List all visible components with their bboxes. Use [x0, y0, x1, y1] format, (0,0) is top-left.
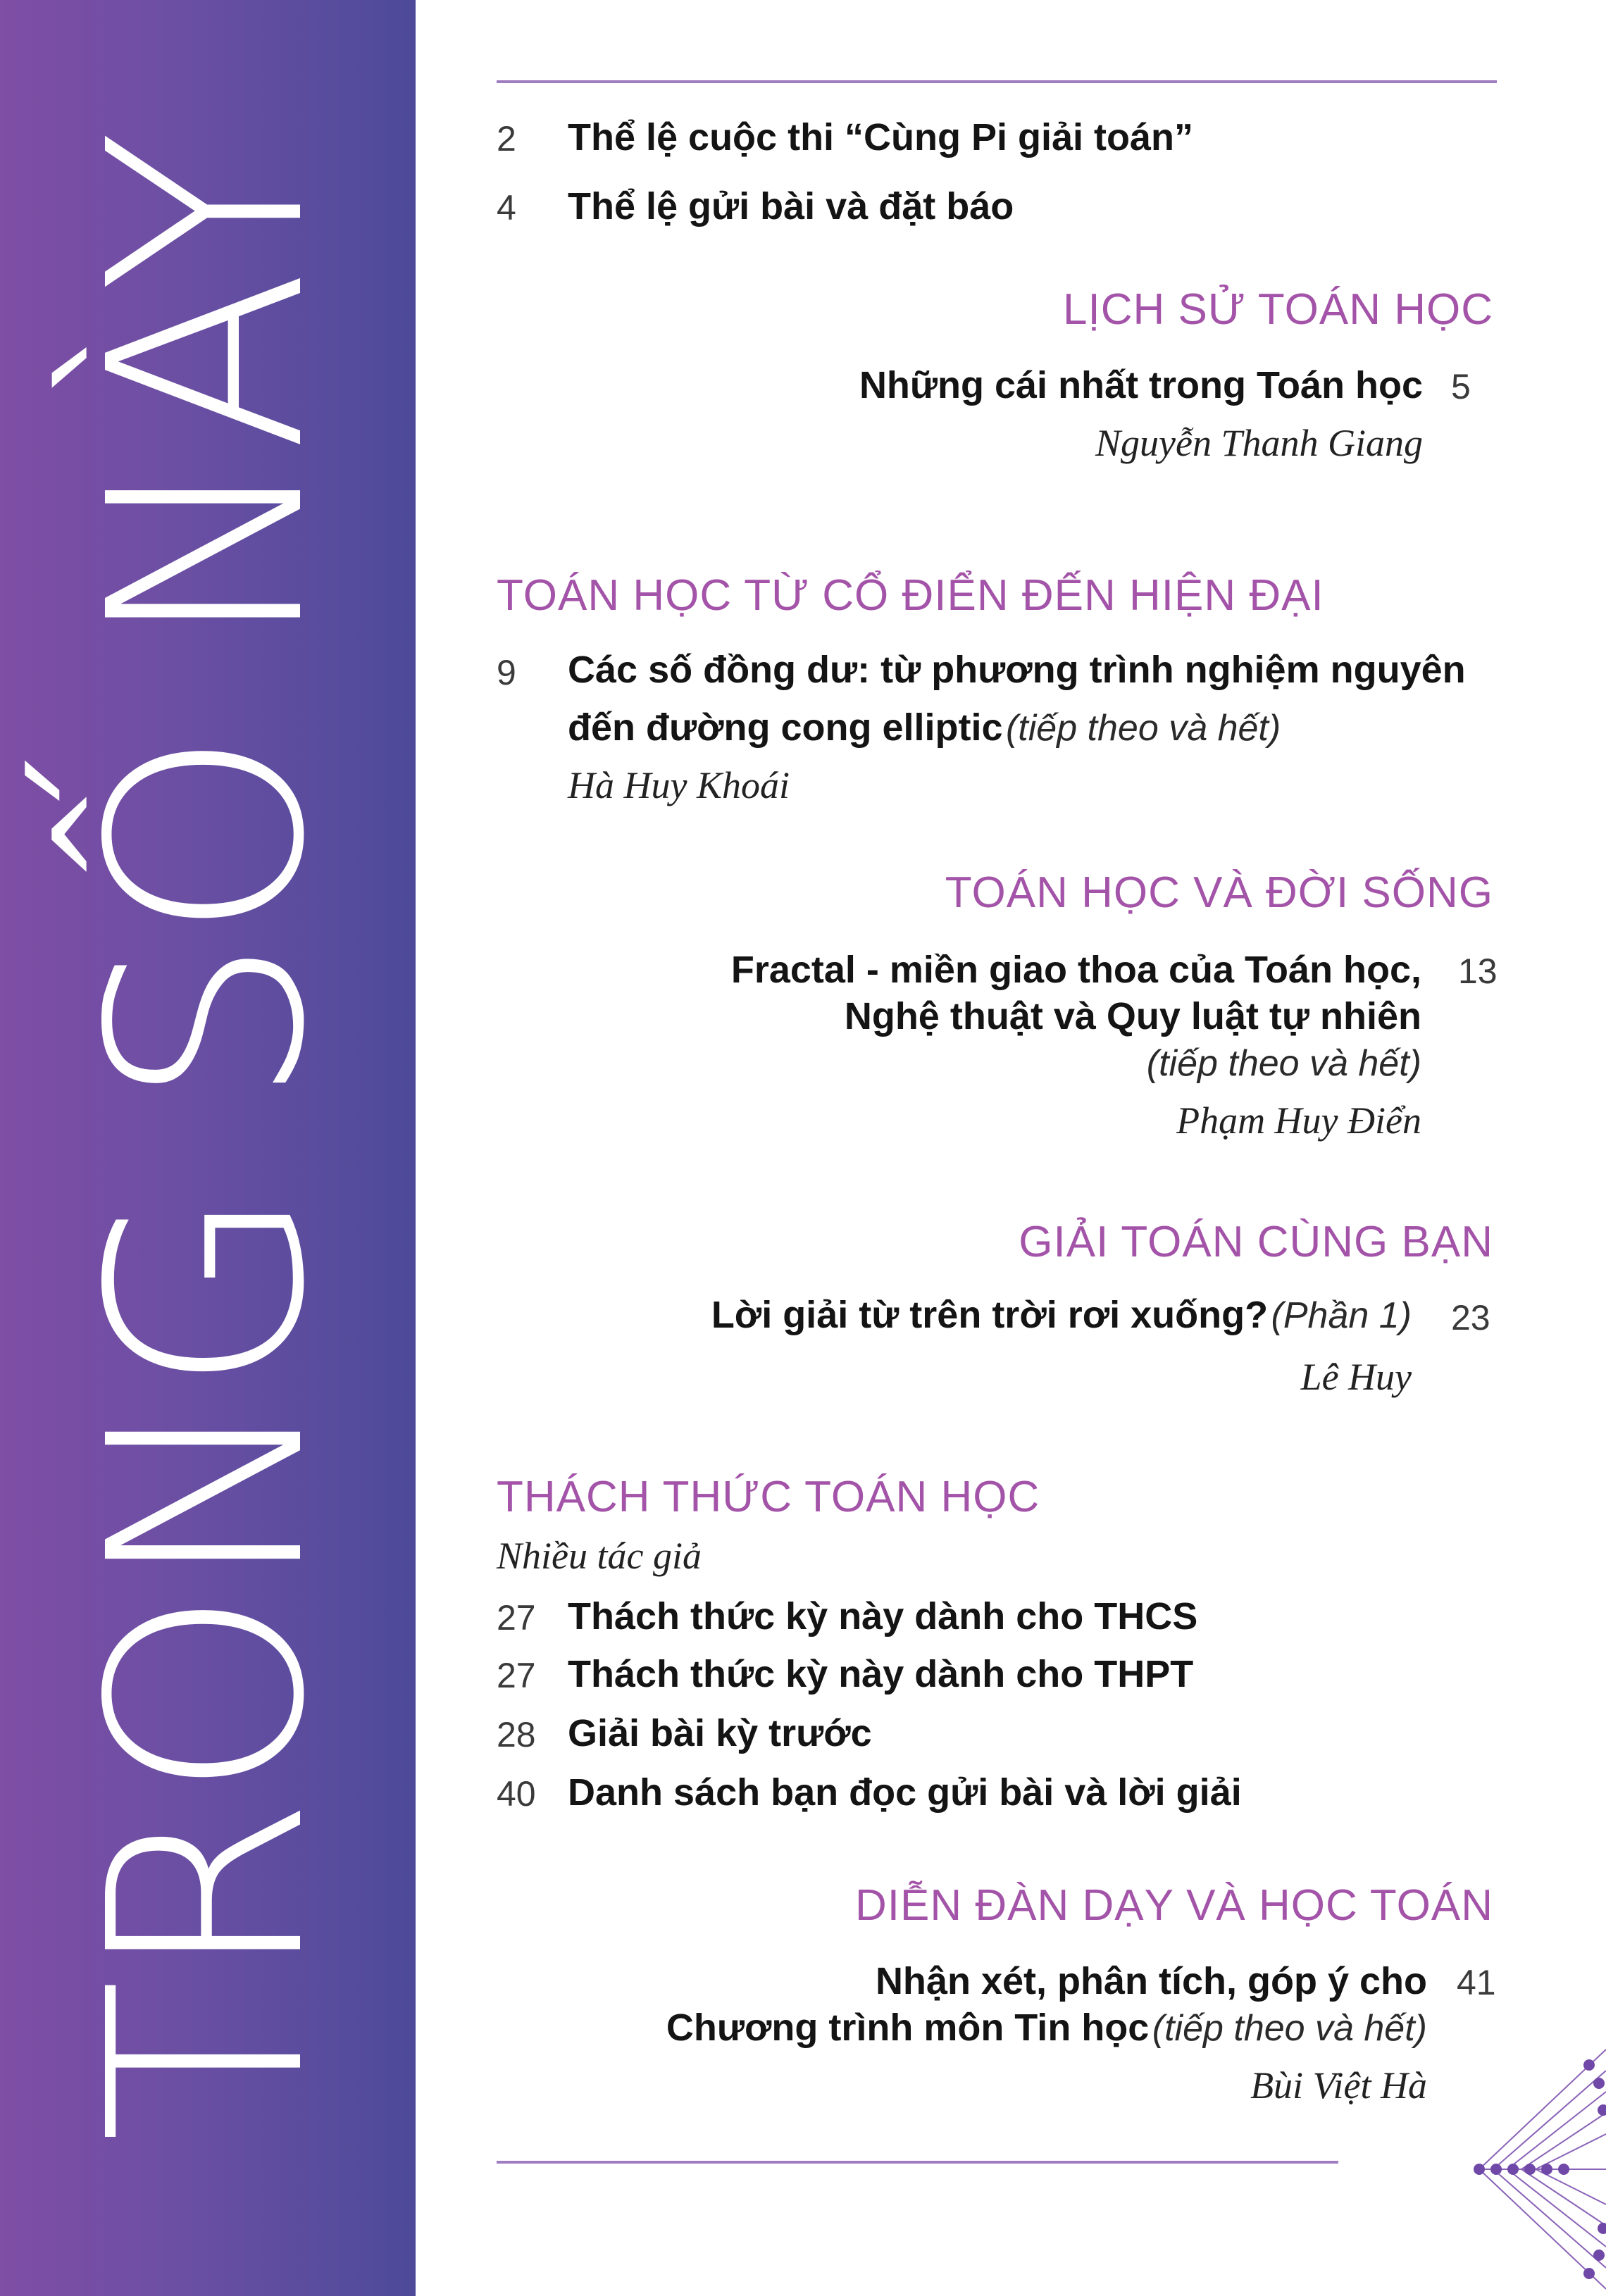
title-text: Lời giải từ trên trời rơi xuống? [711, 1294, 1269, 1336]
toc-entry-title[interactable]: Fractal - miền giao thoa của Toán học, [730, 949, 1421, 991]
section-heading: LỊCH SỬ TOÁN HỌC [1063, 285, 1493, 334]
toc-entry-author: Nguyễn Thanh Giang [1095, 422, 1423, 464]
section-heading: TOÁN HỌC VÀ ĐỜI SỐNG [945, 868, 1493, 917]
part-note: (Phần 1) [1271, 1295, 1412, 1336]
toc-entry-title[interactable]: Những cái nhất trong Toán học [859, 364, 1423, 406]
toc-page-number: 13 [1458, 952, 1498, 991]
toc-entry-title[interactable]: Nhận xét, phân tích, góp ý cho [875, 1960, 1427, 2002]
section-heading: THÁCH THỨC TOÁN HỌC [497, 1473, 1040, 1521]
toc-page-number: 2 [497, 119, 516, 158]
toc-entry-title-line2[interactable] [666, 2006, 1427, 2049]
toc-entry-author: Hà Huy Khoái [568, 764, 790, 806]
toc-page-number: 28 [497, 1715, 536, 1754]
sidebar [0, 0, 416, 2296]
toc-entry-title[interactable]: Thách thức kỳ này dành cho THPT [568, 1653, 1194, 1695]
title-text: Chương trình môn Tin học [666, 2007, 1150, 2049]
toc-entry-title[interactable]: Thách thức kỳ này dành cho THCS [568, 1595, 1198, 1637]
top-rule [497, 80, 1497, 83]
toc-entry-title[interactable]: Thể lệ gửi bài và đặt báo [568, 185, 1014, 227]
toc-page-number: 9 [497, 653, 516, 692]
continuation-note: (tiếp theo và hết) [1005, 708, 1281, 749]
section-heading: GIẢI TOÁN CÙNG BẠN [1019, 1218, 1493, 1266]
title-text: đến đường cong elliptic [568, 706, 1003, 749]
section-heading: TOÁN HỌC TỪ CỔ ĐIỂN ĐẾN HIỆN ĐẠI [497, 571, 1324, 620]
toc-entry-title[interactable] [711, 1293, 1412, 1337]
continuation-note: (tiếp theo và hết) [1152, 2008, 1427, 2049]
decorative-network-graphic [1465, 2042, 1606, 2296]
continuation-note: (tiếp theo và hết) [1146, 1043, 1421, 1084]
toc-entry-author: Bùi Việt Hà [1250, 2064, 1427, 2107]
section-heading: DIỄN ĐÀN DẠY VÀ HỌC TOÁN [855, 1881, 1493, 1930]
toc-entry-title[interactable]: Danh sách bạn đọc gửi bài và lời giải [568, 1771, 1242, 1814]
toc-entry-author: Phạm Huy Điển [1176, 1099, 1421, 1142]
toc-entry-title[interactable]: Thể lệ cuộc thi “Cùng Pi giải toán” [568, 116, 1194, 158]
toc-page-number: 27 [497, 1656, 536, 1695]
toc-entry-author: Lê Huy [1300, 1356, 1412, 1398]
toc-page-number: 23 [1451, 1298, 1490, 1337]
toc-page-number: 4 [497, 188, 516, 227]
toc-entry-title[interactable]: Các số đồng dư: từ phương trình nghiệm nguyên [568, 649, 1466, 691]
toc-entry-author: Nhiều tác giả [497, 1535, 702, 1577]
toc-entry-title-line2[interactable]: Nghệ thuật và Quy luật tự nhiên [844, 995, 1421, 1037]
toc-entry-title-line2[interactable] [568, 706, 1281, 749]
bottom-rule [497, 2161, 1338, 2164]
toc-page-number: 41 [1457, 1963, 1496, 2002]
sidebar-title: TRONG SỐ NÀY [51, 132, 363, 2143]
toc-entry-title[interactable]: Giải bài kỳ trước [568, 1712, 872, 1754]
toc-page-number: 5 [1451, 367, 1471, 406]
toc-page-number: 27 [497, 1598, 536, 1637]
toc-page-number: 40 [497, 1774, 536, 1814]
